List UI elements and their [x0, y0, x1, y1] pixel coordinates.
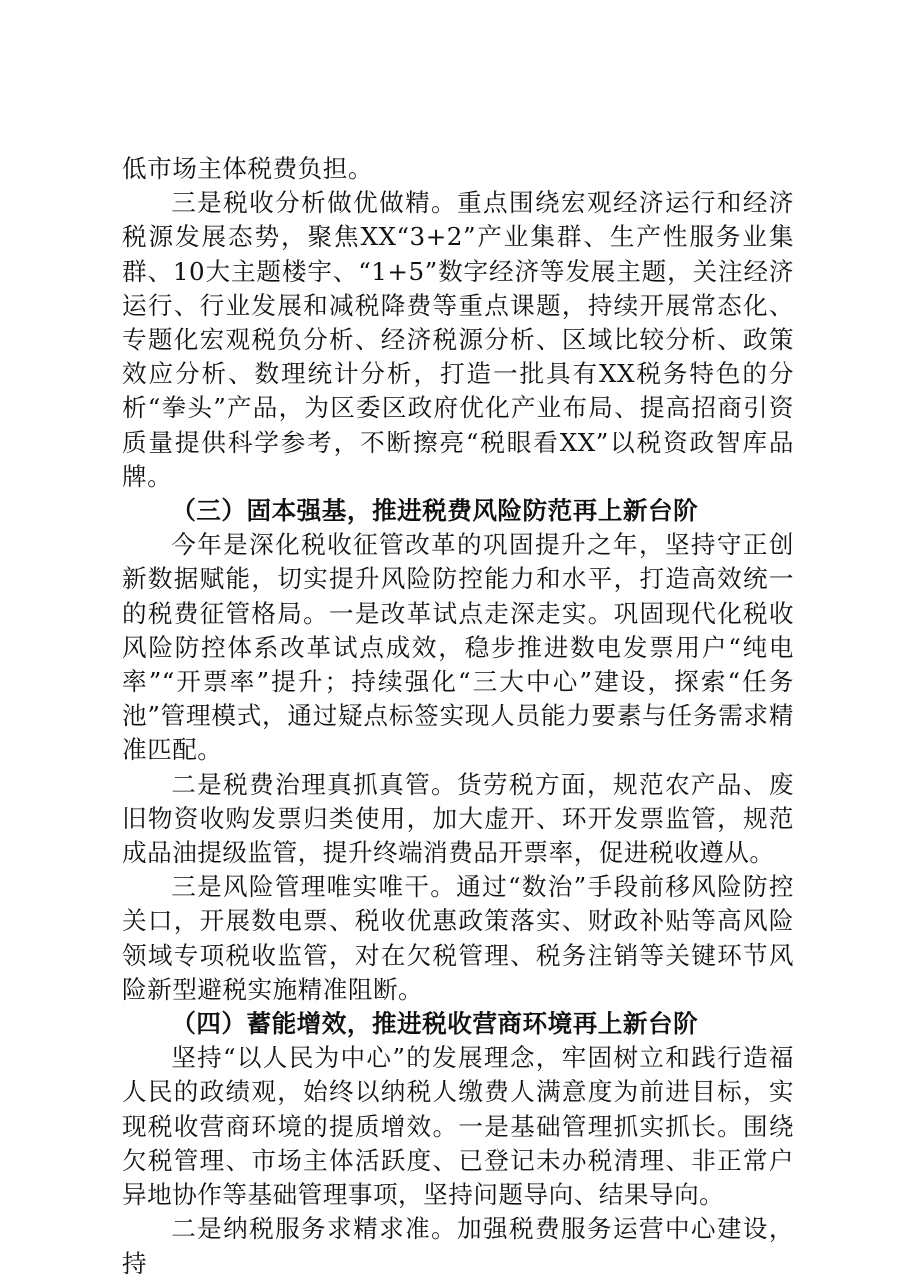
paragraph-risk-intro: 今年是深化税收征管改革的巩固提升之年，坚持守正创新数据赋能，切实提升风险防控能力和水平，打造高效统一的税费征管格局。一是改革试点走深走实。巩固现代化税收风险防控体系改革试点成效，稳步推进数电发票用户“纯电率”“开票率”提升；持续强化“三大中心”建设，探索“任务池”管理模式，通过疑点标签实现人员能力要素与任务需求精准匹配。	[122, 530, 794, 765]
section-heading-3: （三）固本强基，推进税费风险防范再上新台阶	[171, 496, 699, 526]
section-heading-4: （四）蓄能增效，推进税收营商环境再上新台阶	[171, 1009, 699, 1039]
paragraph-taxpayer-service: 二是纳税服务求精求准。加强税费服务运营中心建设，持	[122, 1214, 794, 1278]
paragraph-tax-analysis: 三是税收分析做优做精。重点围绕宏观经济运行和经济税源发展态势，聚焦XX“3+2”产业集群、生产性服务业集群、10大主题楼宇、“1+5”数字经济等发展主题，关注经济运行、行业发展和减税降费等重点课题，持续开展常态化、专题化宏观税负分析、经济税源分析、区域比较分析、政策效应分析、数理统计分析，打造一批具有XX税务特色的分析“拳头”产品，为区委区政府优化产业布局、提高招商引资质量提供科学参考，不断擦亮“税眼看XX”以税资政智库品牌。	[122, 188, 794, 491]
document-body	[122, 152, 794, 1281]
paragraph-risk-management: 三是风险管理唯实唯干。通过“数治”手段前移风险防控关口，开展数电票、税收优惠政策落实、财政补贴等高风险领域专项税收监管，对在欠税管理、税务注销等关键环节风险新型避税实施精准阻断。	[122, 872, 794, 1004]
paragraph-continuation: 低市场主体税费负担。	[122, 154, 373, 183]
paragraph-tax-governance: 二是税费治理真抓真管。货劳税方面，规范农产品、废旧物资收购发票归类使用，加大虚开、环开发票监管，规范成品油提级监管，提升终端消费品开票率，促进税收遵从。	[122, 769, 794, 868]
paragraph-business-environment: 坚持“以人民为中心”的发展理念，牢固树立和践行造福人民的政绩观，始终以纳税人缴费人满意度为前进目标，实现税收营商环境的提质增效。一是基础管理抓实抓长。围绕欠税管理、市场主体活跃度、已登记未办税清理、非正常户异地协作等基础管理事项，坚持问题导向、结果导向。	[122, 1043, 794, 1210]
